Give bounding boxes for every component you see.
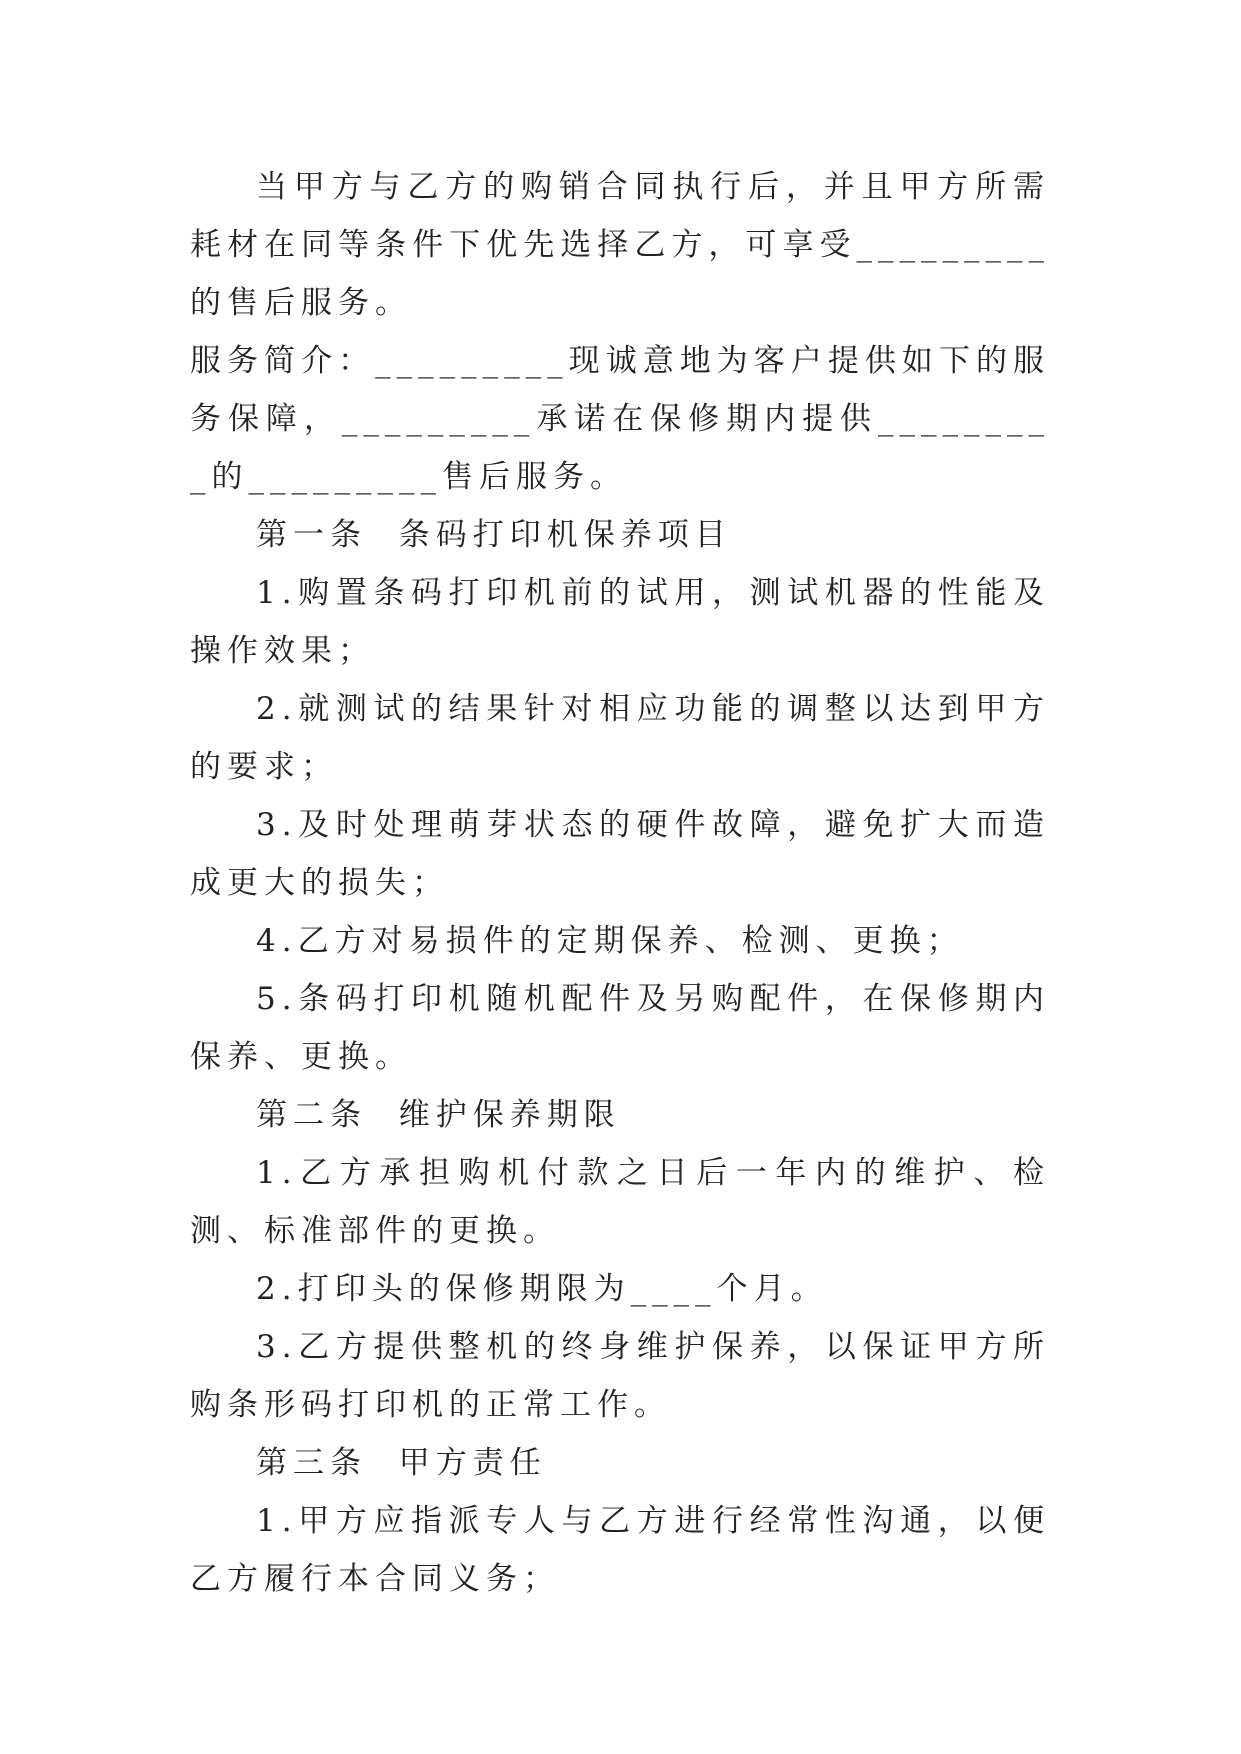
article-2-item-1: 1.乙方承担购机付款之日后一年内的维护、检测、标准部件的更换。	[190, 1155, 1050, 1249]
article-2-heading: 第二条 维护保养期限	[256, 1097, 621, 1133]
article-1-item-2: 2.就测试的结果针对相应功能的调整以达到甲方的要求；	[190, 691, 1050, 785]
article-1-item-3: 3.及时处理萌芽状态的硬件故障，避免扩大而造成更大的损失；	[190, 807, 1050, 901]
article-1-item-4: 4.乙方对易损件的定期保养、检测、更换；	[256, 923, 964, 959]
article-2-item-2: 2.打印头的保修期限为____个月。	[256, 1271, 828, 1307]
article-1-item-1: 1.购置条码打印机前的试用，测试机器的性能及操作效果；	[190, 575, 1050, 669]
article-3-heading: 第三条 甲方责任	[256, 1445, 547, 1481]
paragraph-intro: 当甲方与乙方的购销合同执行后，并且甲方所需耗材在同等条件下优先选择乙方，可享受_________的售后服务。	[190, 169, 1050, 321]
article-3-item-1: 1.甲方应指派专人与乙方进行经常性沟通，以便乙方履行本合同义务；	[190, 1503, 1050, 1597]
paragraph-service-intro: 服务简介：_________现诚意地为客户提供如下的服务保障，_________承诺在保修期内提供_________的_________售后服务。	[190, 343, 1050, 495]
article-1-heading: 第一条 条码打印机保养项目	[256, 517, 732, 553]
article-1-item-5: 5.条码打印机随机配件及另购配件，在保修期内保养、更换。	[190, 981, 1050, 1075]
article-2-item-3: 3.乙方提供整机的终身维护保养，以保证甲方所购条形码打印机的正常工作。	[190, 1329, 1050, 1423]
document-page	[190, 158, 1050, 1608]
